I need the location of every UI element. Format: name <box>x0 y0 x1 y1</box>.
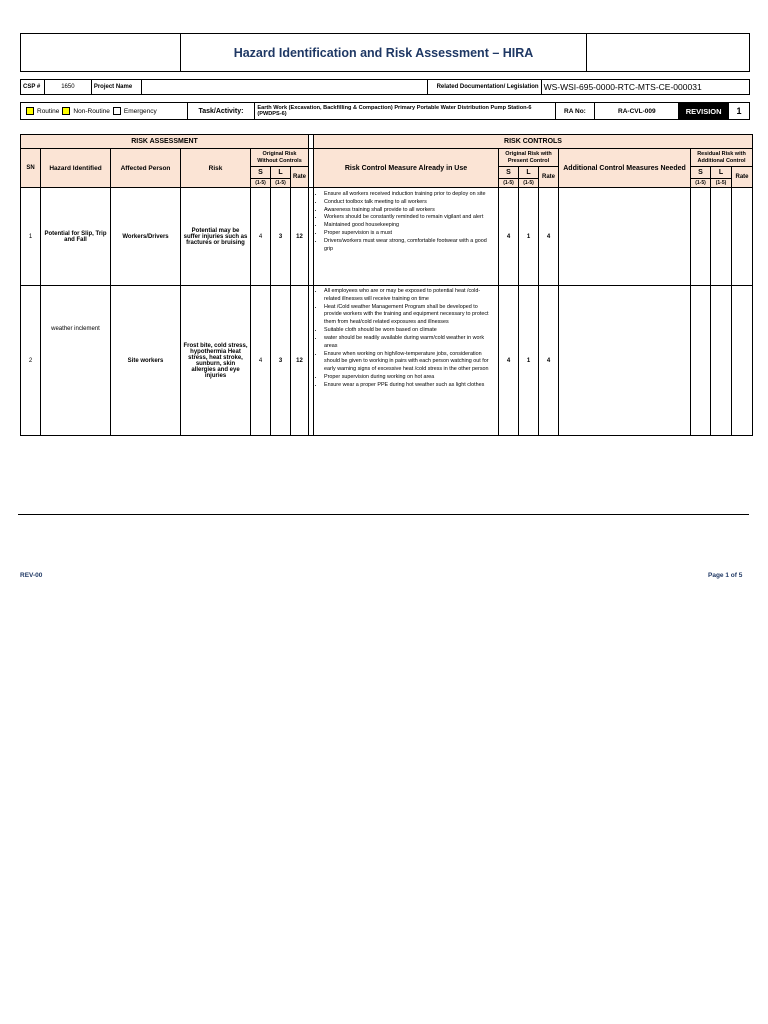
res-l-header: L <box>711 167 732 179</box>
measure-item: • Awareness training shall provide to all workers <box>324 207 496 215</box>
row-res-s <box>691 188 711 286</box>
revision-value: 1 <box>736 106 742 116</box>
col-header-additional: Additional Control Measures Needed <box>559 149 691 188</box>
pres-l-scale: (1-5) <box>519 179 539 188</box>
risk-assessment-header: RISK ASSESSMENT <box>21 135 309 149</box>
page-title: Hazard Identification and Risk Assessment – HIRA <box>181 34 588 71</box>
measure-item: • Heat /Cold weather Management Program shall be developed to provide workers with the training and equipment necessary to protect them from heat/cold related exposures and illnesses <box>324 304 496 327</box>
table-row <box>21 188 753 286</box>
row-res-s <box>691 286 711 436</box>
row-pres-rate: 4 <box>539 286 559 436</box>
row-pres-l: 1 <box>519 188 539 286</box>
row-res-l <box>711 286 732 436</box>
risk-assessment-table <box>20 134 753 436</box>
measure-item: • Ensure all workers received induction training prior to deploy on site <box>324 191 496 199</box>
row-additional <box>559 286 691 436</box>
measure-item: • Workers should be constantly reminded to remain vigilant and alert <box>324 214 496 222</box>
csp-value: 1650 <box>45 80 92 94</box>
footer-revision: REV-00 <box>20 572 43 579</box>
emergency-checkbox[interactable] <box>113 107 121 115</box>
row-orig-rate: 12 <box>291 188 309 286</box>
res-s-scale: (1-5) <box>691 179 711 188</box>
measure-item: • water should be readily available during warm/cold weather in work areas <box>324 335 496 351</box>
orig-s-header: S <box>251 167 271 179</box>
row-pres-l: 1 <box>519 286 539 436</box>
csp-label: CSP # <box>21 80 45 94</box>
activity-type-checkboxes <box>21 103 188 119</box>
row-res-rate <box>732 188 753 286</box>
row-res-rate <box>732 286 753 436</box>
col-header-present-risk: Original Risk with Present Control <box>499 149 559 167</box>
info-row <box>20 79 750 95</box>
row-orig-rate: 12 <box>291 286 309 436</box>
col-header-risk: Risk <box>181 149 251 188</box>
footer-divider <box>18 514 749 515</box>
row-risk: Frost bite, cold stress, hypothermia Heat stress, heat stroke, sunburn, skin allergies and eye injuries <box>181 286 251 436</box>
logo-placeholder-right <box>587 34 749 71</box>
col-header-affected: Affected Person <box>111 149 181 188</box>
measure-item: • Proper supervision is a must <box>324 230 496 238</box>
revision-label: REVISION <box>679 103 729 119</box>
task-value: Earth Work (Excavation, Backfilling & Compaction) Primary Portable Water Distribution Pump Station-6 (PWDPS-6) <box>255 103 555 119</box>
row-additional <box>559 188 691 286</box>
res-s-header: S <box>691 167 711 179</box>
pres-l-header: L <box>519 167 539 179</box>
row-affected: Site workers <box>111 286 181 436</box>
col-header-measures: Risk Control Measure Already in Use <box>314 149 499 188</box>
row-orig-s: 4 <box>251 188 271 286</box>
row-affected: Workers/Drivers <box>111 188 181 286</box>
measure-item: • Ensure wear a proper PPE during hot weather such as light clothes <box>324 382 496 390</box>
measure-item: • Maintained good housekeeping <box>324 222 496 230</box>
footer-page-number: Page 1 of 5 <box>708 572 743 579</box>
non-routine-checkbox[interactable] <box>62 107 70 115</box>
row-orig-l: 3 <box>271 188 291 286</box>
measure-item: • Ensure when working on high/low-temperature jobs, consideration should be given to working in pairs with each person watching out for early warning signs of excessive heat /cold stress in the other person <box>324 351 496 374</box>
row-pres-s: 4 <box>499 286 519 436</box>
row-hazard: weather inclement <box>41 286 111 436</box>
res-l-scale: (1-5) <box>711 179 732 188</box>
row-measures <box>314 286 499 436</box>
task-label: Task/Activity: <box>188 103 256 119</box>
logo-placeholder-left <box>21 34 181 71</box>
ra-no-value: RA-CVL-009 <box>595 103 679 119</box>
row-pres-s: 4 <box>499 188 519 286</box>
pres-rate-header: Rate <box>539 167 559 188</box>
orig-l-scale: (1-5) <box>271 179 291 188</box>
measure-item: • Suitable cloth should be worn based on climate <box>324 327 496 335</box>
row-hazard: Potential for Slip, Trip and Fall <box>41 188 111 286</box>
col-header-sn: SN <box>21 149 41 188</box>
non-routine-label: Non-Routine <box>73 107 110 115</box>
project-name-value <box>142 80 428 94</box>
col-header-original-risk: Original Risk Without Controls <box>251 149 309 167</box>
measure-item: • All employees who are or may be exposed to potential heat /cold-related illnesses will receive training on time <box>324 288 496 304</box>
measure-item: • Proper supervision during working on hot area <box>324 374 496 382</box>
row-res-l <box>711 188 732 286</box>
table-row <box>21 286 753 436</box>
routine-checkbox[interactable] <box>26 107 34 115</box>
row-orig-s: 4 <box>251 286 271 436</box>
orig-s-scale: (1-5) <box>251 179 271 188</box>
related-doc-label: Related Documentation/ Legislation <box>428 80 542 94</box>
res-rate-header: Rate <box>732 167 753 188</box>
emergency-label: Emergency <box>123 107 157 115</box>
row-measures <box>314 188 499 286</box>
orig-l-header: L <box>271 167 291 179</box>
row-risk: Potential may be suffer injuries such as fractures or bruising <box>181 188 251 286</box>
pres-s-header: S <box>499 167 519 179</box>
risk-controls-header: RISK CONTROLS <box>314 135 753 149</box>
measure-item: • Conduct toolbox talk meeting to all workers <box>324 199 496 207</box>
pres-s-scale: (1-5) <box>499 179 519 188</box>
related-doc-value: WS-WSI-695-0000-RTC-MTS-CE-000031 <box>543 82 702 92</box>
row-sn: 2 <box>21 286 41 436</box>
ra-no-label: RA No: <box>556 103 596 119</box>
row-pres-rate: 4 <box>539 188 559 286</box>
activity-row <box>20 102 750 120</box>
row-sn: 1 <box>21 188 41 286</box>
document-title-block <box>20 33 750 72</box>
project-name-label: Project Name <box>92 80 142 94</box>
col-header-residual-risk: Residual Risk with Additional Control <box>691 149 753 167</box>
row-orig-l: 3 <box>271 286 291 436</box>
orig-rate-header: Rate <box>291 167 309 188</box>
col-header-hazard: Hazard Identified <box>41 149 111 188</box>
routine-label: Routine <box>37 107 60 115</box>
measure-item: • Drivers/workers must wear strong, comfortable footwear with a good grip <box>324 238 496 254</box>
